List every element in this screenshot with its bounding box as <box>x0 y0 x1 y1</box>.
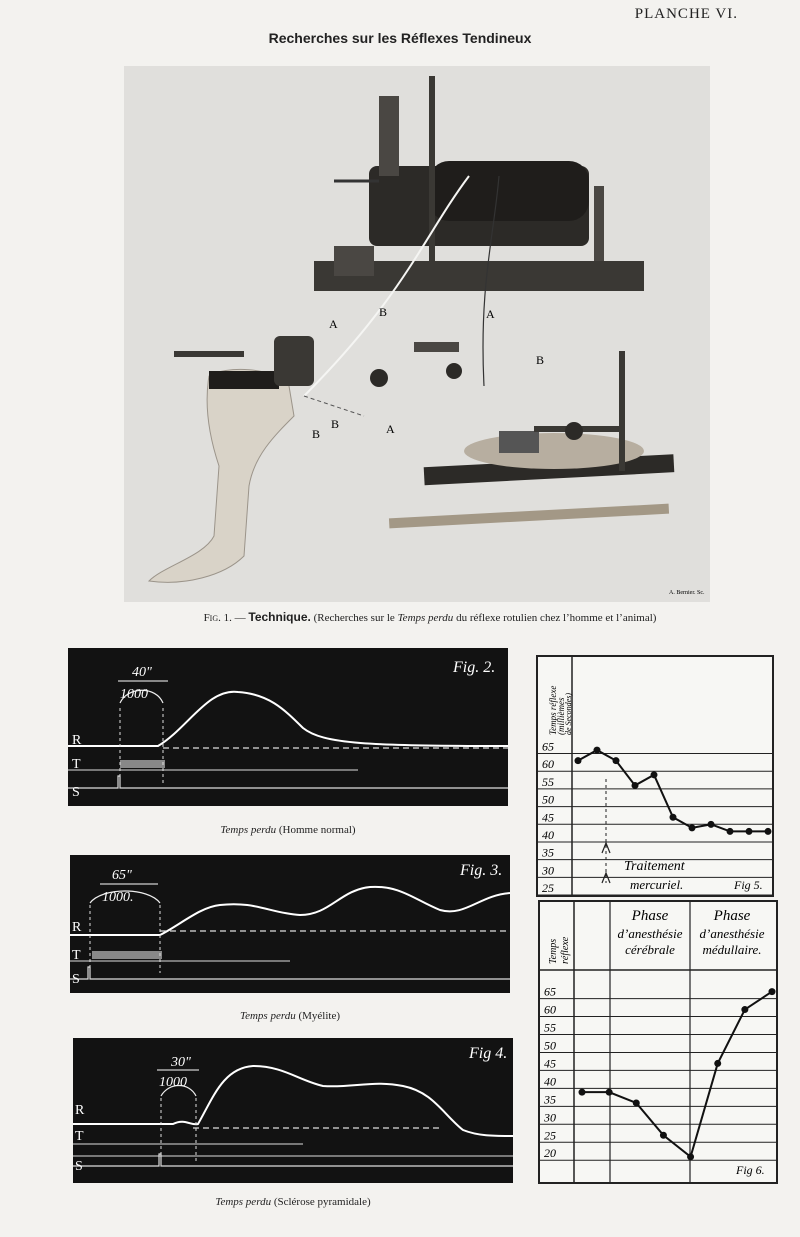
data-point <box>765 828 772 835</box>
data-point <box>689 824 696 831</box>
phase1-line3: cérébrale <box>625 942 675 957</box>
fig6-ylabel-1: Temps <box>548 938 559 964</box>
data-point <box>651 771 658 778</box>
fig2-label: Fig. 2. <box>453 659 496 676</box>
y-tick-label: 55 <box>544 1020 556 1035</box>
label-a-2: A <box>486 307 495 321</box>
fig6-label: Fig 6. <box>736 1163 765 1177</box>
data-point <box>769 988 776 995</box>
label-a-1: A <box>329 317 338 331</box>
trace-letter-s: S <box>72 972 80 987</box>
trace-letter-t: T <box>75 1129 84 1144</box>
trace-letter-s: S <box>75 1159 83 1174</box>
y-tick-label: 35 <box>542 845 554 860</box>
fig2-caption: Temps perdu (Homme normal) <box>220 824 356 836</box>
data-point <box>727 828 734 835</box>
y-tick-label: 55 <box>542 774 554 789</box>
trace-letter-t: T <box>72 948 81 963</box>
fig3-label: Fig. 3. <box>460 862 503 879</box>
fig4-caption: Temps perdu (Sclérose pyramidale) <box>215 1196 371 1208</box>
fig3-time-den: 1000. <box>102 890 134 905</box>
engraver-credit: A. Bernier. Sc. <box>669 590 705 596</box>
data-point <box>714 1060 721 1067</box>
y-tick-label: 60 <box>542 757 554 772</box>
fig2-time-num: 40" <box>132 665 152 680</box>
phase2-line2: d’anesthésie <box>699 926 765 941</box>
trace-letter-r: R <box>72 733 82 748</box>
fig6-ylabel-2: réflexe <box>560 936 571 964</box>
fig1-photograph <box>124 66 710 602</box>
phase1-line1: Phase <box>631 908 669 924</box>
fig4-time-num: 30" <box>171 1055 191 1070</box>
fig4-trace <box>73 1038 513 1183</box>
data-point <box>687 1153 694 1160</box>
y-tick-label: 45 <box>542 810 554 825</box>
data-point <box>741 1006 748 1013</box>
data-point <box>708 821 715 828</box>
y-tick-label: 30 <box>544 1110 556 1125</box>
fig2-trace <box>68 648 508 806</box>
fig4-time-den: 1000 <box>159 1075 187 1090</box>
fig4-label: Fig 4. <box>469 1045 508 1062</box>
data-point <box>660 1132 667 1139</box>
plate-number: PLANCHE VI. <box>634 6 738 22</box>
y-tick-label: 65 <box>544 984 556 999</box>
data-point <box>594 747 601 754</box>
data-point <box>606 1089 613 1096</box>
y-tick-label: 50 <box>544 1038 556 1053</box>
y-tick-label: 35 <box>544 1092 556 1107</box>
trace-letter-s: S <box>72 785 80 800</box>
trace-letter-r: R <box>75 1103 85 1118</box>
label-b-2: B <box>536 353 545 367</box>
data-point <box>632 782 639 789</box>
data-point <box>579 1089 586 1096</box>
fig5-ylabel-2: (millièmes <box>556 697 566 735</box>
page-title: Recherches sur les Réflexes Tendineux <box>268 30 532 46</box>
fig5-chart <box>536 655 774 897</box>
label-b-1: B <box>379 305 388 319</box>
fig5-annotation-2: mercuriel. <box>630 877 684 892</box>
y-tick-label: 25 <box>542 881 554 895</box>
y-tick-label: 60 <box>544 1002 556 1017</box>
trace-letter-r: R <box>72 920 82 935</box>
fig6-chart <box>538 900 778 1184</box>
y-tick-label: 65 <box>542 739 554 754</box>
fig5-ylabel-1: Temps réflexe <box>548 685 558 735</box>
fig5-annotation-1: Traitement <box>624 859 685 874</box>
y-tick-label: 50 <box>542 792 554 807</box>
y-tick-label: 30 <box>542 863 554 878</box>
fig5-ylabel-3: de Secondes) <box>564 693 573 735</box>
y-tick-label: 40 <box>542 827 554 842</box>
y-tick-label: 20 <box>544 1146 556 1161</box>
data-point <box>670 814 677 821</box>
fig3-caption: Temps perdu (Myélite) <box>239 1010 341 1022</box>
fig5-label: Fig 5. <box>734 878 763 892</box>
y-tick-label: 25 <box>544 1128 556 1143</box>
phase2-line1: Phase <box>713 908 751 924</box>
y-tick-label: 40 <box>544 1074 556 1089</box>
phase2-line3: médullaire. <box>702 942 762 957</box>
data-point <box>746 828 753 835</box>
y-tick-label: 45 <box>544 1056 556 1071</box>
fig3-trace <box>70 855 510 993</box>
data-point <box>613 757 620 764</box>
label-b-4: B <box>331 417 340 431</box>
label-b-3: B <box>312 427 321 441</box>
fig2-time-den: 1000 <box>120 687 148 702</box>
trace-letter-t: T <box>72 757 81 772</box>
fig1-caption: Fig. 1. — Technique. (Recherches sur le Temps perdu du réflexe rotulien chez l’homme et l’animal) <box>203 610 657 624</box>
fig3-time-num: 65" <box>112 868 132 883</box>
data-point <box>633 1099 640 1106</box>
apparatus-illustration <box>124 66 710 602</box>
label-a-3: A <box>386 422 395 436</box>
phase1-line2: d’anesthésie <box>617 926 683 941</box>
data-point <box>575 757 582 764</box>
